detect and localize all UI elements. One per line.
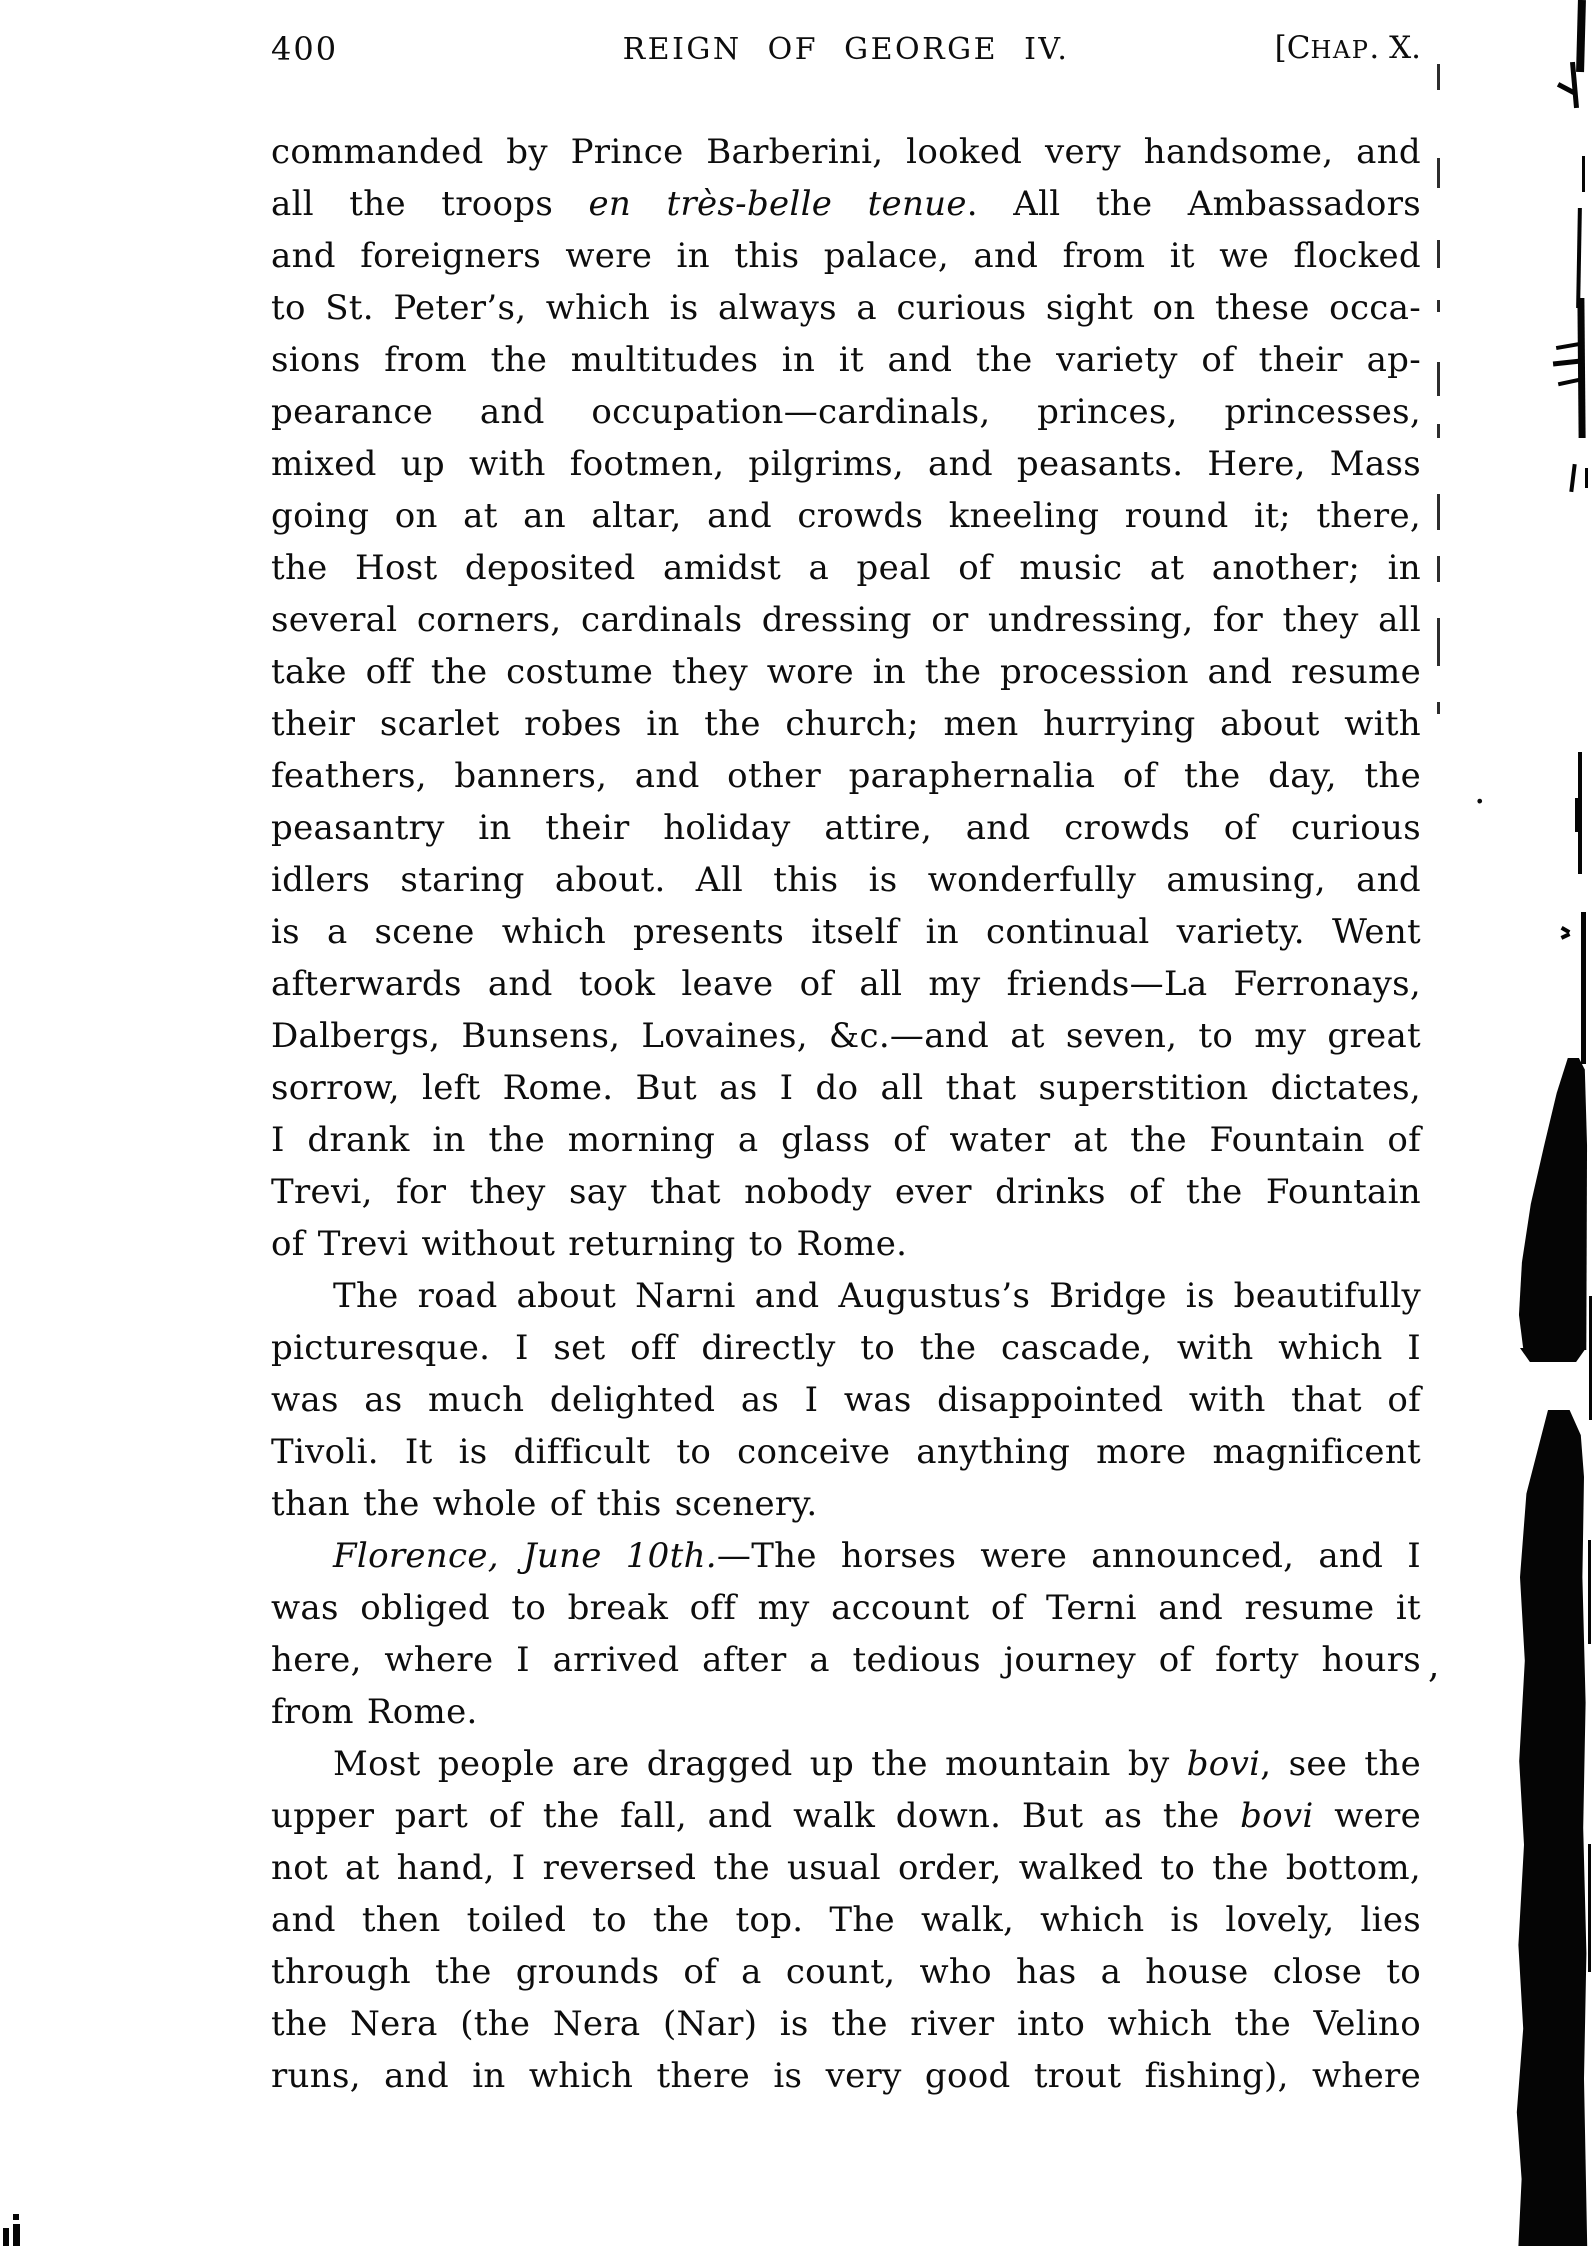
text-line: sions from the multitudes in it and the variety of their ap- [271, 340, 1421, 380]
text-line: all the troops en très-belle tenue. All the Ambassadors [271, 184, 1422, 224]
text-line: Dalbergs, Bunsens, Lovaines, &c.—and at seven, to my great [271, 1016, 1421, 1056]
scan-ink-streak [1576, 0, 1586, 72]
text-line: through the grounds of a count, who has a house close to [271, 1952, 1421, 1992]
text-line: Tivoli. It is difficult to conceive anything more magnificent [271, 1432, 1421, 1472]
scan-ink-streak [1577, 298, 1585, 438]
scan-ink-streak [1575, 798, 1582, 832]
scan-ink-streak [1588, 1540, 1591, 1644]
text-line: feathers, banners, and other paraphernalia of the day, the [271, 756, 1421, 796]
text-line: several corners, cardinals dressing or undressing, for they all [271, 600, 1421, 640]
page-edge-mark [1437, 158, 1440, 188]
page-edge-mark [1437, 300, 1440, 312]
text-line: their scarlet robes in the church; men hurrying about with [271, 704, 1421, 744]
text-line: peasantry in their holiday attire, and crowds of curious [271, 808, 1421, 848]
text-line: mixed up with footmen, pilgrims, and peasants. Here, Mass [271, 444, 1421, 484]
text-line: idlers staring about. All this is wonderfully amusing, and [271, 860, 1421, 900]
text-line: from Rome. [271, 1692, 478, 1732]
text-line: Most people are dragged up the mountain by bovi, see the [333, 1744, 1422, 1784]
text-line: take off the costume they wore in the procession and resume [271, 652, 1421, 692]
ink-mark-stray-dot: . [1474, 771, 1486, 812]
scan-ink-streak [1582, 156, 1585, 192]
text-line: going on at an altar, and crowds kneeling round it; there, [271, 496, 1421, 536]
page-header [271, 26, 1421, 70]
text-line: runs, and in which there is very good trout fishing), where [271, 2056, 1421, 2096]
page-edge-mark [1437, 618, 1440, 666]
text-line: not at hand, I reversed the usual order, walked to the bottom, [271, 1848, 1421, 1888]
scan-ink-band [1512, 1410, 1592, 2246]
text-line: was obliged to break off my account of Terni and resume it [271, 1588, 1421, 1628]
text-line: the Nera (the Nera (Nar) is the river into which the Velino [271, 2004, 1421, 2044]
running-title: REIGN OF GEORGE IV. [622, 32, 1070, 67]
page-edge-mark [1437, 702, 1440, 714]
text-line: upper part of the fall, and walk down. But as the bovi were [271, 1796, 1421, 1836]
page-edge-mark [1437, 424, 1440, 438]
chapter-label: [CHAP. X. [1274, 30, 1421, 66]
text-line: the Host deposited amidst a peal of music at another; in [271, 548, 1421, 588]
scan-ink-streak [1585, 468, 1588, 488]
page-edge-mark [1437, 64, 1440, 90]
scan-ink-hatch [1558, 378, 1580, 386]
scan-ink-hatch [1556, 342, 1580, 350]
scan-corner-mark [3, 2228, 9, 2246]
text-line: to St. Peter’s, which is always a curious sight on these occa- [271, 288, 1421, 328]
text-line: is a scene which presents itself in continual variety. Went [271, 912, 1421, 952]
page-text [271, 126, 1421, 2102]
scan-ink-blob [1520, 1348, 1586, 1362]
scan-ink-hatch [1553, 359, 1581, 367]
page-number: 400 [271, 30, 339, 68]
scan-ink-speck [1561, 932, 1571, 939]
text-line: here, where I arrived after a tedious journey of forty hours [271, 1640, 1421, 1680]
text-line: commanded by Prince Barberini, looked very handsome, and [271, 132, 1421, 172]
scan-ink-streak [1581, 912, 1586, 1064]
text-line: picturesque. I set off directly to the cascade, with which I [271, 1328, 1421, 1368]
text-line: and then toiled to the top. The walk, which is lovely, lies [271, 1900, 1421, 1940]
scan-ink-streak [1588, 1844, 1591, 1972]
text-line: The road about Narni and Augustus’s Bridge is beautifully [333, 1276, 1421, 1316]
text-line: Trevi, for they say that nobody ever drinks of the Fountain [271, 1172, 1421, 1212]
text-line: of Trevi without returning to Rome. [271, 1224, 908, 1264]
scan-ink-streak [1589, 1296, 1592, 1420]
text-line: afterwards and took leave of all my friends—La Ferronays, [271, 964, 1421, 1004]
text-line: than the whole of this scenery. [271, 1484, 818, 1524]
scan-ink-streak [1576, 208, 1582, 308]
text-line: Florence, June 10th.—The horses were announced, and I [333, 1536, 1421, 1576]
scan-corner-mark [13, 2214, 19, 2220]
ink-mark-stray-comma: , [1428, 1645, 1440, 1686]
text-line: and foreigners were in this palace, and from it we flocked [271, 236, 1421, 276]
scan-ink-blob [1516, 1058, 1590, 1350]
page-edge-mark [1437, 362, 1440, 396]
scan-corner-mark [13, 2224, 20, 2246]
text-line: was as much delighted as I was disappointed with that of [271, 1380, 1421, 1420]
scan-ink-streak [1569, 464, 1576, 492]
page-edge-mark [1437, 240, 1440, 268]
text-line: sorrow, left Rome. But as I do all that superstition dictates, [271, 1068, 1421, 1108]
page-edge-mark [1437, 556, 1440, 582]
text-line: pearance and occupation—cardinals, princes, princesses, [271, 392, 1421, 432]
text-line: I drank in the morning a glass of water at the Fountain of [271, 1120, 1421, 1160]
page-edge-mark [1437, 494, 1440, 530]
